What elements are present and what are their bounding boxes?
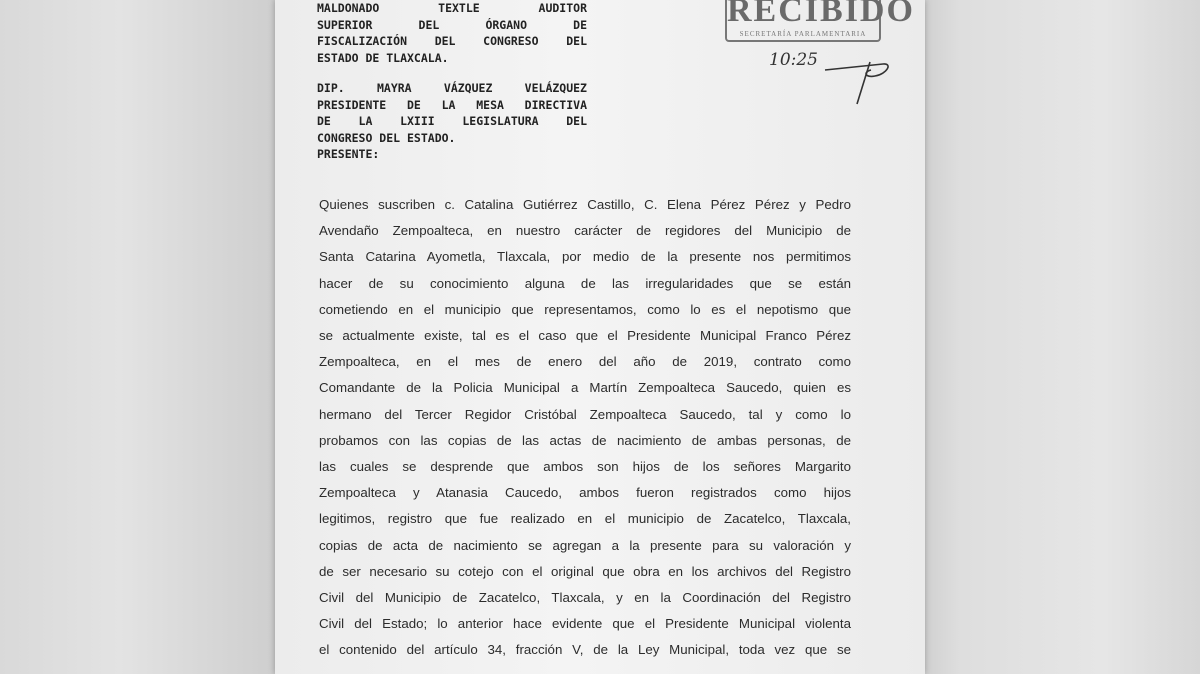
addressee-block: [317, 80, 587, 163]
body-line: el contenido del artículo 34, fracción V, de la Ley Municipal, toda vez que se: [319, 642, 851, 658]
body-line: de ser necesario su cotejo con el original que obra en los archivos del Registro: [319, 563, 851, 579]
body-line: Quienes suscriben c. Catalina Gutiérrez Castillo, C. Elena Pérez Pérez y Pedro: [319, 197, 851, 212]
body-line: Civil del Municipio de Zacatelco, Tlaxcala, y en la Coordinación del Registro: [319, 590, 851, 606]
body-line: Zempoalteca, en el mes de enero del año de 2019, contrato como: [319, 354, 851, 370]
body-line: probamos con las copias de las actas de nacimiento de ambas personas, de: [319, 432, 851, 448]
stamp-subtitle: SECRETARÍA PARLAMENTARIA: [739, 30, 867, 38]
salutation: PRESENTE:: [317, 147, 380, 161]
body-line: Santa Catarina Ayometla, Tlaxcala, por medio de la presente nos permitimos: [319, 249, 851, 265]
signature-mark: [815, 40, 895, 110]
body-line: se actualmente existe, tal es el caso que el Presidente Municipal Franco Pérez: [319, 328, 851, 344]
recipient-line: FISCALIZACIÓN DEL CONGRESO DEL: [317, 34, 587, 48]
body-line: legitimos, registro que fue realizado en el municipio de Zacatelco, Tlaxcala,: [319, 511, 851, 527]
body-line: Zempoalteca y Atanasia Caucedo, ambos fueron registrados como hijos: [319, 485, 851, 501]
addressee-line: PRESIDENTE DE LA MESA DIRECTIVA: [317, 97, 587, 112]
body-line: copias de acta de nacimiento se agregan a la presente para su valoración y: [319, 537, 851, 553]
body-line: Comandante de la Policia Municipal a Martín Zempoalteca Saucedo, quien es: [319, 380, 851, 396]
letter-body: [319, 192, 851, 664]
stamp-title: RECIBIDO: [727, 0, 915, 29]
body-line: hacer de su conocimiento alguna de las irregularidades que se están: [319, 275, 851, 291]
received-stamp: [725, 0, 915, 42]
body-line: cometiendo en el municipio que representamos, como lo es el nepotismo que: [319, 301, 851, 317]
addressee-line: DE LA LXIII LEGISLATURA DEL: [317, 114, 587, 128]
recipient-block: [317, 0, 587, 66]
body-line: Avendaño Zempoalteca, en nuestro carácter de regidores del Municipio de: [319, 223, 851, 239]
addressee-line: DIP. MAYRA VÁZQUEZ VELÁZQUEZ: [317, 81, 587, 95]
body-line: hermano del Tercer Regidor Cristóbal Zempoalteca Saucedo, tal y como lo: [319, 406, 851, 422]
document-page: [275, 0, 925, 674]
handwritten-time: 10:25: [769, 50, 818, 70]
letter-header: [317, 0, 587, 163]
recipient-line: MALDONADO TEXTLE AUDITOR: [317, 1, 587, 15]
addressee-line: CONGRESO DEL ESTADO.: [317, 130, 456, 145]
recipient-line: SUPERIOR DEL ÓRGANO DE: [317, 17, 587, 32]
body-line: Civil del Estado; lo anterior hace evidente que el Presidente Municipal violenta: [319, 616, 851, 632]
body-line: las cuales se desprende que ambos son hijos de los señores Margarito: [319, 459, 851, 475]
recipient-line: ESTADO DE TLAXCALA.: [317, 50, 449, 65]
